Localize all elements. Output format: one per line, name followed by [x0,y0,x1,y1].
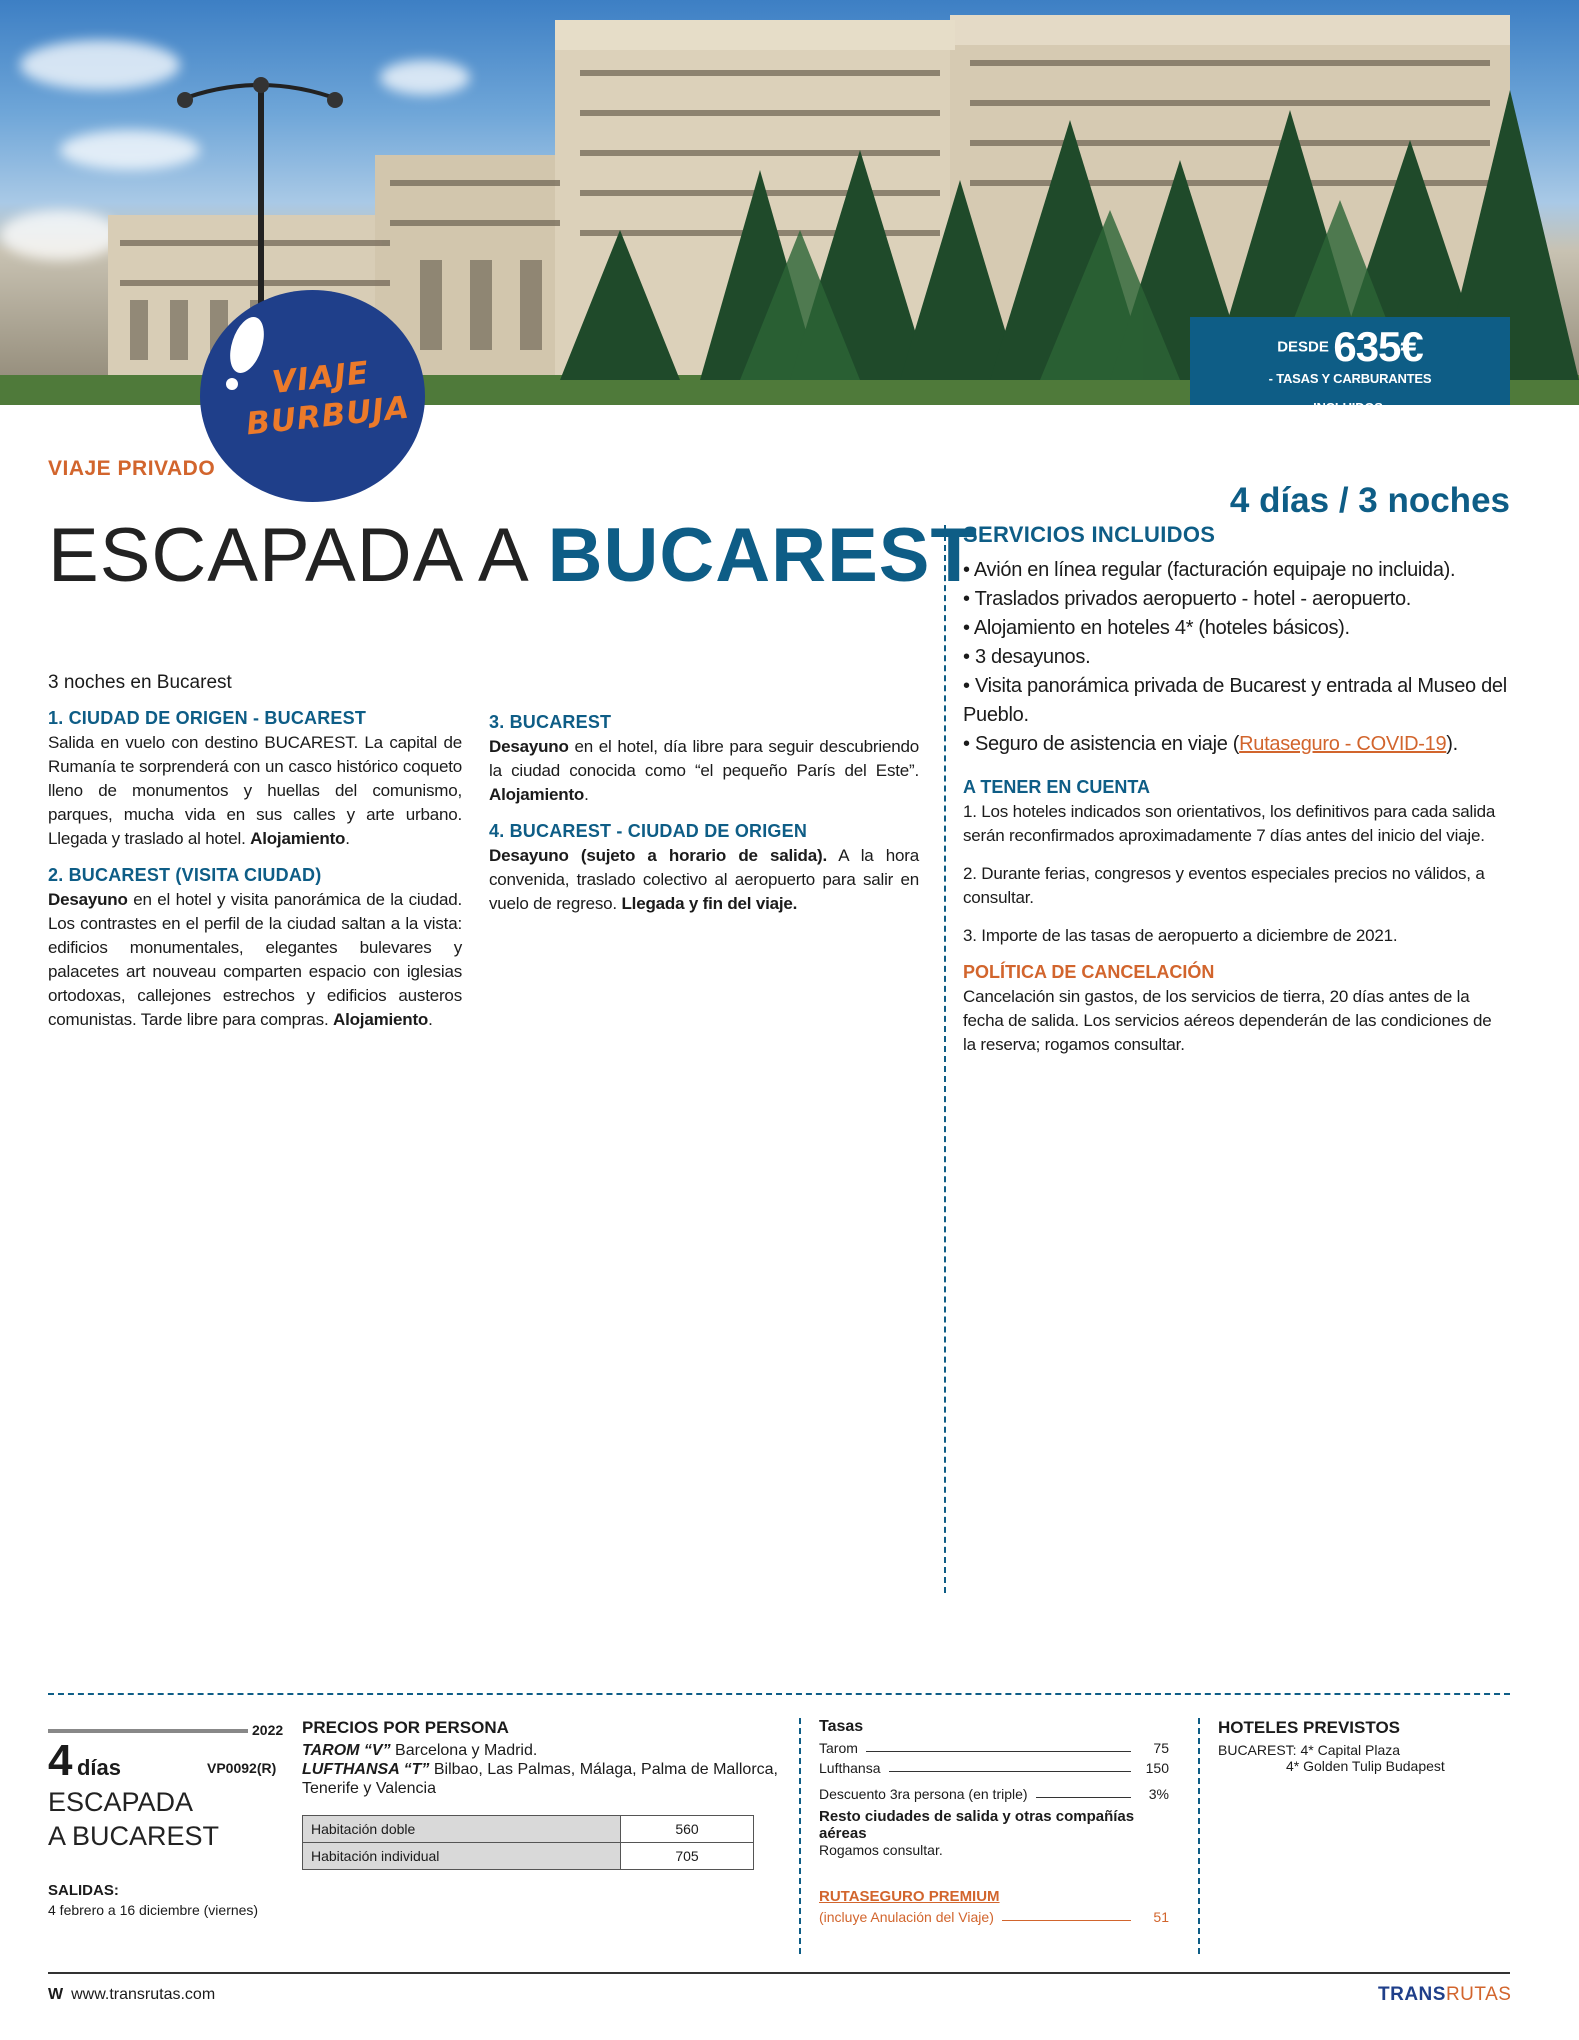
carriers-list [302,1741,782,1798]
brand-logo: TRANSRUTAS [1378,1984,1512,2005]
rutaseguro-link[interactable]: Rutaseguro - COVID-19 [1239,733,1447,755]
cancel-text: Cancelación sin gastos, de los servicios de tierra, 20 días antes de la fecha de salida. Los servicios aéreos dependerán de las condiciones de la reserva; rogamos consultar. [963,987,1492,1054]
service-item: • Alojamiento en hoteles 4* (hoteles básicos). [963,617,1350,639]
website [48,1986,215,2004]
tax-row: Lufthansa 150 [819,1760,1169,1776]
summary-name: ESCAPADA A BUCAREST [48,1787,220,1851]
bubble-icon [224,313,270,377]
room-label: Habitación individual [303,1843,621,1870]
day3-text: Desayuno en el hotel, día libre para seguir descubriendo la ciudad conocida como “el pequeño París del Este”. Alojamiento. [489,737,919,804]
summary-rule [48,1729,248,1733]
hotels-title: HOTELES PREVISTOS [1218,1718,1401,1737]
footer-rule [48,1972,1510,1974]
service-item: • Visita panorámica privada de Bucarest y entrada al Museo del Pueblo. [963,675,1507,726]
note-item: 1. Los hoteles indicados son orientativos, los definitivos para cada salida serán reconfirmados aproximadamente 7 días antes del inicio del viaje. [963,802,1496,845]
price-table [302,1815,754,1870]
day1-title: 1. CIUDAD DE ORIGEN - BUCAREST [48,708,367,728]
price-amount: 635€ [1333,323,1423,370]
notes-title: A TENER EN CUENTA [963,777,1151,797]
note-item: 3. Importe de las tasas de aeropuerto a diciembre de 2021. [963,926,1398,945]
hotel-line: BUCAREST: 4* Capital Plaza [1218,1742,1401,1758]
summary-year: 2022 [252,1722,284,1738]
carrier-tarom: TAROM “V” Barcelona y Madrid. [302,1742,538,1759]
service-item: • 3 desayunos. [963,646,1091,668]
tax-row: Descuento 3ra persona (en triple) 3% [819,1786,1169,1802]
viaje-burbuja-badge [200,290,425,502]
carrier-lufthansa: LUFTHANSA “T” Bilbao, Las Palmas, Málaga, Palma de Mallorca, Tenerife y Valencia [302,1761,778,1797]
day2-text: Desayuno en el hotel y visita panorámica de la ciudad. Los contrastes en el perfil de la ciudad saltan a la vista: edificios monumentales, elegantes bulevares y palacetes art nouveau comparten espacio con iglesias ortodoxas, callejones estrechos y edificios austeros comunistas. Tarde libre para compras. Alojamiento. [48,890,462,1029]
itinerary-intro: 3 noches en Bucarest [48,672,232,693]
website-link[interactable]: www.transrutas.com [71,1986,216,2003]
cancel-title: POLÍTICA DE CANCELACIÓN [963,962,1215,982]
other-cities-title: Resto ciudades de salida y otras compañías aéreas [819,1808,1135,1842]
price-prefix: DESDE [1277,338,1329,356]
note-item: 2. Durante ferias, congresos y eventos especiales precios no válidos, a consultar. [963,864,1485,907]
trip-type-kicker: VIAJE PRIVADO [48,457,216,480]
title-bold: BUCAREST [547,513,978,598]
hotel-line: 4* Golden Tulip Budapest [1286,1758,1445,1774]
services-title: SERVICIOS INCLUIDOS [963,522,1216,547]
day4-text: Desayuno (sujeto a horario de salida). A la hora convenida, traslado colectivo al aeropuerto para salir en vuelo de regreso. Llegada y fin del viaje. [489,846,919,913]
price-from-box [1190,317,1510,415]
badge-line1: VIAJE [270,355,371,401]
rutaseguro-premium-title: RUTASEGURO PREMIUM [819,1888,1000,1905]
hotels-block [1218,1718,1508,1774]
room-price: 560 [621,1816,754,1843]
column-divider [944,525,946,1593]
footer-divider [1198,1718,1200,1954]
salidas-text: 4 febrero a 16 diciembre (viernes) [48,1902,259,1918]
trip-duration: 4 días / 3 noches [1229,481,1510,520]
badge-line2: BURBUJA [244,389,412,443]
table-row [303,1816,754,1843]
web-icon: W [48,1986,64,2003]
footer-divider [799,1718,801,1954]
day1-text: Salida en vuelo con destino BUCAREST. La capital de Rumanía te sorprenderá con un casco histórico coqueto lleno de monumentos y huellas del comunismo, parques, mucha vida en sus calles y arte urbano. Llegada y traslado al hotel. Alojamiento. [48,733,462,848]
section-divider [48,1693,1510,1695]
itinerary-column-1 [48,672,462,1046]
day3-title: 3. BUCAREST [489,712,612,732]
summary-days: 4 días [48,1736,121,1785]
taxes-title: Tasas [819,1718,864,1735]
itinerary-column-2 [489,712,919,930]
room-label: Habitación doble [303,1816,621,1843]
price-note-1: - TASAS Y CARBURANTES [1268,371,1432,386]
service-item: • Traslados privados aeropuerto - hotel - aeropuerto. [963,588,1412,610]
service-item-insurance: • Seguro de asistencia en viaje (Rutaseguro - COVID-19). [963,733,1458,755]
salidas-title: SALIDAS: [48,1882,119,1899]
day4-title: 4. BUCAREST - CIUDAD DE ORIGEN [489,821,808,841]
table-row [303,1843,754,1870]
bubble-dot-icon [226,378,238,390]
room-price: 705 [621,1843,754,1870]
day2-title: 2. BUCAREST (VISITA CIUDAD) [48,865,322,885]
service-item: • Avión en línea regular (facturación equipaje no incluida). [963,559,1456,581]
page-title [48,512,978,599]
prices-title: PRECIOS POR PERSONA [302,1718,509,1737]
title-light: ESCAPADA A [48,513,526,598]
price-note-2: INCLUIDOS- [1313,400,1387,415]
tax-row: Tarom 75 [819,1740,1169,1756]
services-column [963,522,1508,1071]
taxes-block [819,1718,1169,1925]
rutaseguro-row: (incluye Anulación del Viaje) 51 [819,1909,1169,1925]
trip-code: VP0092(R) [207,1760,277,1776]
other-cities-text: Rogamos consultar. [819,1842,943,1858]
